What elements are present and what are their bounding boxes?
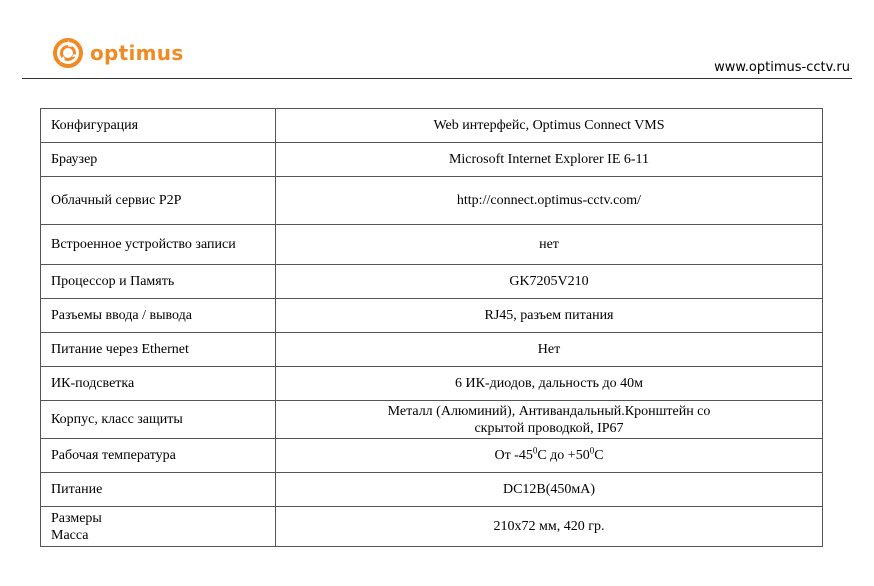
logo-text: optimus	[90, 41, 184, 65]
spec-value: http://connect.optimus-cctv.com/	[276, 177, 823, 225]
spec-label: Питание через Ethernet	[41, 333, 276, 367]
spec-label: Конфигурация	[41, 109, 276, 143]
table-row	[41, 401, 823, 439]
spec-label	[41, 507, 276, 547]
temp-to: С до +50	[537, 448, 590, 463]
spec-value-line: скрытой проводкой, IP67	[474, 420, 624, 436]
spec-value-line: Металл (Алюминий), Антивандальный.Кронштейн со	[387, 403, 711, 419]
table-row	[41, 333, 823, 367]
table-row	[41, 265, 823, 299]
website-url[interactable]: www.optimus-cctv.ru	[714, 60, 850, 75]
spec-value: 6 ИК-диодов, дальность до 40м	[276, 367, 823, 401]
spec-label: Встроенное устройство записи	[41, 225, 276, 265]
spec-value	[276, 401, 823, 439]
optimus-logo	[52, 37, 184, 69]
spec-label: Рабочая температура	[41, 439, 276, 473]
spec-label: Процессор и Память	[41, 265, 276, 299]
degree-mark: 0	[532, 445, 538, 456]
temp-unit: С	[594, 448, 604, 463]
temp-from: От -45	[494, 448, 533, 463]
spec-value: 210x72 мм, 420 гр.	[276, 507, 823, 547]
table-row	[41, 177, 823, 225]
specifications-table	[40, 108, 823, 547]
table-row	[41, 473, 823, 507]
spec-value: нет	[276, 225, 823, 265]
spec-value: Нет	[276, 333, 823, 367]
spec-label: Облачный сервис P2P	[41, 177, 276, 225]
table-row	[41, 225, 823, 265]
optimus-logo-icon	[52, 37, 84, 69]
table-row	[41, 507, 823, 547]
spec-label: Разъемы ввода / вывода	[41, 299, 276, 333]
spec-value: DC12В(450мА)	[276, 473, 823, 507]
degree-mark: 0	[589, 445, 595, 456]
spec-label: Корпус, класс защиты	[41, 401, 276, 439]
table-row	[41, 439, 823, 473]
table-row	[41, 367, 823, 401]
spec-value: RJ45, разъем питания	[276, 299, 823, 333]
spec-label: ИК-подсветка	[41, 367, 276, 401]
spec-label-line: Размеры	[51, 510, 102, 526]
spec-label-line: Масса	[51, 527, 89, 543]
spec-value: Microsoft Internet Explorer IE 6-11	[276, 143, 823, 177]
table-row	[41, 143, 823, 177]
table-row	[41, 109, 823, 143]
header-divider	[22, 78, 852, 79]
spec-value-temperature	[276, 439, 823, 473]
spec-label: Питание	[41, 473, 276, 507]
spec-value: GK7205V210	[276, 265, 823, 299]
spec-value: Web интерфейс, Optimus Connect VMS	[276, 109, 823, 143]
table-row	[41, 299, 823, 333]
spec-label: Браузер	[41, 143, 276, 177]
